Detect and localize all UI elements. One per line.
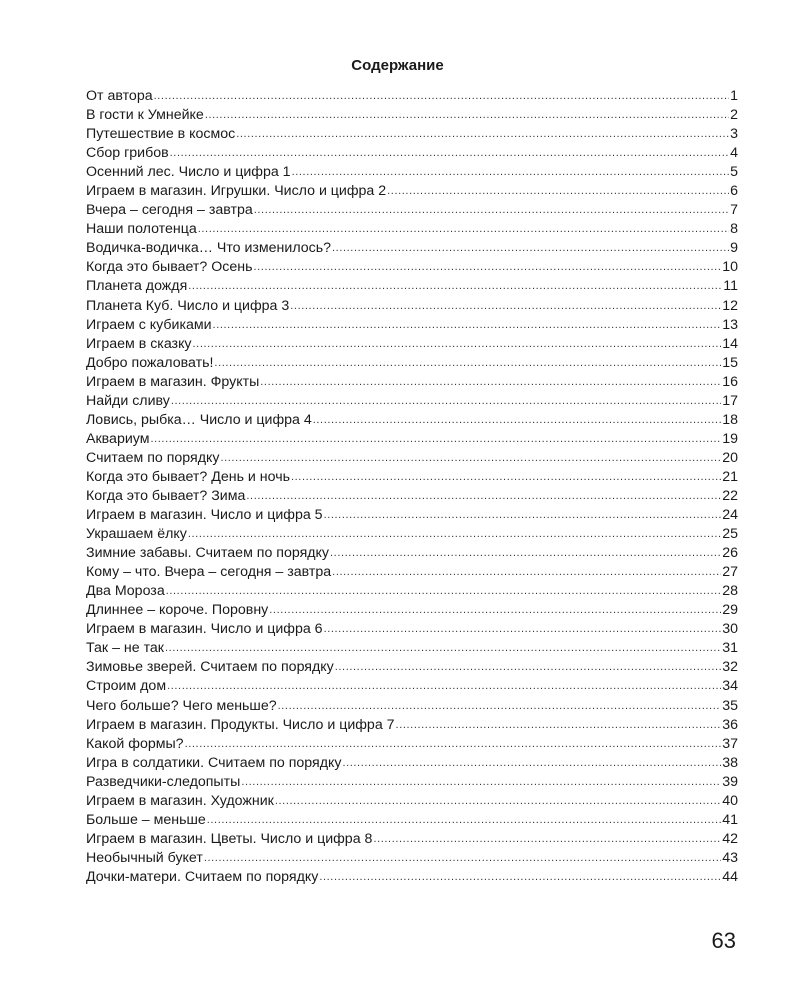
toc-title: Содержание [351, 57, 444, 74]
toc-leader-dots [241, 773, 721, 792]
toc-leader-dots [154, 87, 730, 106]
toc-leader-dots [236, 125, 729, 144]
toc-leader-dots [275, 792, 721, 811]
toc-leader-dots [204, 849, 721, 868]
toc-leader-dots [166, 582, 722, 601]
toc-leader-dots [205, 106, 729, 125]
toc-entry [86, 487, 738, 506]
toc-entry-title: Когда это бывает? Осень [86, 259, 253, 276]
toc-entry-title: Украшаем ёлку [86, 526, 187, 543]
toc-entry [86, 830, 738, 849]
toc-leader-dots [188, 277, 722, 296]
toc-entry [86, 716, 738, 735]
toc-entry-page: 12 [722, 297, 738, 314]
toc-leader-dots [278, 697, 722, 716]
toc-entry-title: В гости к Умнейке [86, 107, 204, 124]
toc-entry-title: Планета дождя [86, 278, 188, 295]
toc-entry-page: 28 [722, 583, 738, 600]
toc-entry-title: Играем в магазин. Цветы. Число и цифра 8 [86, 830, 373, 847]
toc-entry [86, 620, 738, 639]
toc-entry-title: Зимние забавы. Считаем по порядку [86, 545, 330, 562]
toc-entry-title: Аквариум [86, 430, 150, 447]
toc-entry-page: 1 [730, 88, 738, 104]
toc-leader-dots [269, 601, 721, 620]
toc-leader-dots [207, 811, 721, 830]
toc-entry [86, 563, 738, 582]
toc-entry-title: Вчера – сегодня – завтра [86, 202, 253, 219]
toc-entry-page: 10 [722, 259, 738, 276]
toc-entry-page: 21 [722, 468, 738, 485]
toc-entry-page: 41 [722, 811, 738, 828]
toc-entry-page: 19 [722, 430, 738, 447]
toc-leader-dots [330, 544, 721, 563]
toc-leader-dots [290, 297, 721, 316]
toc-entry-page: 27 [722, 564, 738, 581]
toc-entry-page: 26 [722, 545, 738, 562]
toc-entry-page: 8 [730, 221, 738, 238]
toc-entry-title: Путешествие в космос [86, 126, 236, 143]
toc-leader-dots [387, 182, 729, 201]
toc-leader-dots [170, 144, 729, 163]
toc-entry-title: Больше – меньше [86, 811, 206, 828]
toc-entry [86, 277, 738, 296]
toc-entry-title: Кому – что. Вчера – сегодня – завтра [86, 564, 332, 581]
toc-entry-title: Когда это бывает? Зима [86, 487, 246, 504]
toc-leader-dots [188, 525, 721, 544]
toc-entry-page: 37 [722, 735, 738, 752]
toc-entry-title: Играем в магазин. Продукты. Число и цифра 7 [86, 716, 395, 733]
toc-entry-title: Играем в магазин. Игрушки. Число и цифра 2 [86, 183, 387, 200]
toc-entry [86, 316, 738, 335]
toc-entry [86, 449, 738, 468]
toc-entry [86, 582, 738, 601]
toc-entry [86, 239, 738, 258]
toc-leader-dots [313, 411, 721, 430]
toc-entry-title: Планета Куб. Число и цифра 3 [86, 297, 290, 314]
toc-entry-page: 22 [722, 487, 738, 504]
toc-entry-title: Дочки-матери. Считаем по порядку [86, 868, 319, 885]
toc-leader-dots [260, 373, 721, 392]
toc-entry-title: Два Мороза [86, 583, 165, 600]
toc-entry-page: 3 [730, 126, 738, 143]
toc-entry [86, 201, 738, 220]
toc-entry-title: Играем в сказку [86, 335, 192, 352]
toc-entry-title: Играем в магазин. Число и цифра 6 [86, 621, 323, 638]
toc-entry-title: Игра в солдатики. Считаем по порядку [86, 754, 342, 771]
toc-entry-page: 17 [722, 392, 738, 409]
toc-entry-title: Осенний лес. Число и цифра 1 [86, 164, 291, 181]
toc-entry [86, 392, 738, 411]
toc-entry [86, 868, 738, 887]
toc-entry-page: 11 [723, 278, 738, 295]
toc-leader-dots [254, 201, 729, 220]
toc-leader-dots [165, 639, 721, 658]
toc-entry-page: 9 [730, 240, 738, 257]
toc-entry-page: 15 [722, 354, 738, 371]
toc-leader-dots [220, 449, 721, 468]
toc-leader-dots [150, 430, 721, 449]
toc-entry-page: 34 [722, 678, 738, 695]
toc-entry-page: 5 [730, 164, 738, 181]
toc-entry-title: Зимовье зверей. Считаем по порядку [86, 659, 334, 676]
toc-entry [86, 182, 738, 201]
toc-entry [86, 125, 738, 144]
toc-entry-page: 30 [722, 621, 738, 638]
toc-entry-page: 43 [722, 849, 738, 866]
toc-entry-title: Играем в магазин. Художник [86, 792, 274, 809]
toc-leader-dots [332, 563, 721, 582]
toc-entry-page: 44 [722, 868, 738, 885]
toc-entry-page: 40 [722, 792, 738, 809]
toc-entry-page: 14 [722, 335, 738, 352]
toc-entry-title: Играем в магазин. Фрукты [86, 373, 260, 390]
toc-entry-page: 24 [722, 507, 738, 524]
toc-entry-title: Считаем по порядку [86, 449, 220, 466]
toc-leader-dots [193, 335, 722, 354]
toc-entry-title: Так – не так [86, 640, 165, 657]
toc-leader-dots [335, 658, 721, 677]
toc-entry [86, 163, 738, 182]
toc-entry-title: Необычный букет [86, 849, 203, 866]
toc-entry-page: 4 [730, 145, 738, 162]
toc-leader-dots [214, 354, 721, 373]
toc-entry [86, 849, 738, 868]
toc-leader-dots [324, 506, 722, 525]
toc-leader-dots [254, 258, 722, 277]
toc-entry-page: 32 [722, 659, 738, 676]
toc-leader-dots [171, 392, 721, 411]
toc-entry-title: Найди сливу [86, 392, 170, 409]
toc-entry-page: 25 [722, 526, 738, 543]
toc-entry-title: Чего больше? Чего меньше? [86, 697, 277, 714]
toc-entry-title: Сбор грибов [86, 145, 169, 162]
toc-entry [86, 658, 738, 677]
toc-leader-dots [332, 239, 729, 258]
toc-entry-page: 7 [730, 202, 738, 219]
toc-leader-dots [185, 735, 722, 754]
toc-entry-title: Играем в магазин. Число и цифра 5 [86, 507, 323, 524]
toc-leader-dots [291, 468, 721, 487]
toc-entry [86, 754, 738, 773]
toc-entry-title: Разведчики-следопыты [86, 773, 241, 790]
toc-entry-page: 6 [730, 183, 738, 200]
toc-entry-page: 35 [722, 697, 738, 714]
toc-entry [86, 811, 738, 830]
toc-entry [86, 639, 738, 658]
toc-entry-title: Ловись, рыбка… Число и цифра 4 [86, 411, 312, 428]
toc-entry-page: 20 [722, 449, 738, 466]
toc-entry [86, 87, 738, 106]
toc-entry [86, 430, 738, 449]
toc-entry-title: Длиннее – короче. Поровну [86, 602, 269, 619]
toc-entry [86, 258, 738, 277]
toc-entry [86, 335, 738, 354]
toc-entry [86, 354, 738, 373]
toc-entry-page: 2 [730, 107, 738, 124]
toc-entry [86, 297, 738, 316]
toc-entry-title: Строим дом [86, 678, 167, 695]
toc-entry [86, 506, 738, 525]
toc-leader-dots [198, 220, 729, 239]
toc-leader-dots [167, 677, 721, 696]
toc-leader-dots [292, 163, 730, 182]
toc-entry [86, 697, 738, 716]
toc-entry-page: 13 [722, 316, 738, 333]
toc-entry-page: 42 [722, 830, 738, 847]
toc-entry [86, 468, 738, 487]
toc-entry [86, 544, 738, 563]
toc-leader-dots [246, 487, 721, 506]
toc-entry-title: Добро пожаловать! [86, 354, 214, 371]
toc-leader-dots [373, 830, 721, 849]
toc-leader-dots [396, 716, 722, 735]
toc-entry-page: 31 [722, 640, 738, 657]
table-of-contents [86, 87, 738, 887]
toc-entry [86, 106, 738, 125]
toc-entry [86, 220, 738, 239]
toc-entry [86, 411, 738, 430]
toc-entry [86, 525, 738, 544]
toc-leader-dots [342, 754, 721, 773]
toc-leader-dots [213, 316, 722, 335]
toc-entry [86, 792, 738, 811]
toc-leader-dots [319, 868, 721, 887]
toc-entry [86, 601, 738, 620]
toc-entry-page: 36 [722, 716, 738, 733]
toc-entry [86, 735, 738, 754]
toc-entry [86, 677, 738, 696]
toc-entry [86, 773, 738, 792]
toc-entry-title: Наши полотенца [86, 221, 197, 238]
toc-entry [86, 144, 738, 163]
toc-entry-page: 29 [722, 602, 738, 619]
toc-entry-title: От автора [86, 88, 153, 104]
toc-entry-page: 38 [722, 754, 738, 771]
toc-entry-page: 39 [722, 773, 738, 790]
toc-entry-title: Играем с кубиками [86, 316, 212, 333]
toc-entry-title: Какой формы? [86, 735, 184, 752]
page-number: 63 [711, 928, 736, 953]
toc-entry-title: Когда это бывает? День и ночь [86, 468, 290, 485]
toc-entry-page: 16 [722, 373, 738, 390]
toc-entry-title: Водичка-водичка… Что изменилось? [86, 240, 332, 257]
toc-entry-page: 18 [722, 411, 738, 428]
toc-entry [86, 373, 738, 392]
toc-leader-dots [324, 620, 722, 639]
